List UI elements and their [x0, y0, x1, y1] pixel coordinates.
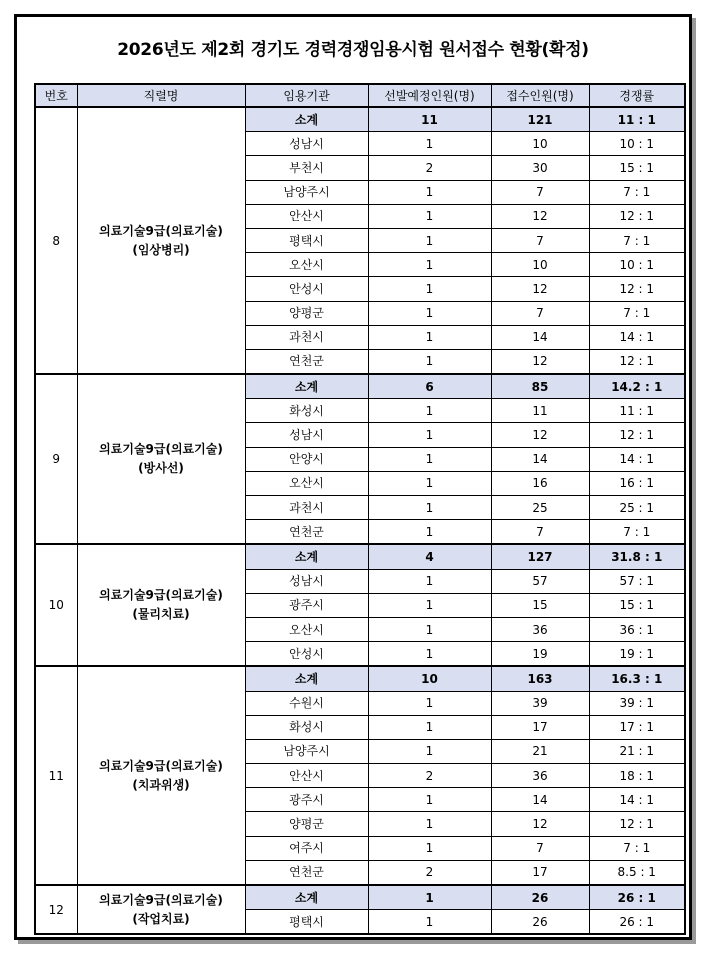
- ratio-cell: 14 : 1: [589, 788, 685, 812]
- ratio-cell: 17 : 1: [589, 715, 685, 739]
- ratio-cell: 12 : 1: [589, 349, 685, 374]
- subtotal-row: [35, 374, 685, 399]
- planned-count-cell: 1: [368, 180, 491, 204]
- planned-count-cell: 1: [368, 423, 491, 447]
- header-planned-count: 선발예정인원(명): [368, 84, 491, 107]
- planned-count-cell: 2: [368, 156, 491, 180]
- agency-cell: 화성시: [245, 715, 368, 739]
- applicant-count-cell: 14: [491, 447, 589, 471]
- applicant-count-cell: 10: [491, 253, 589, 277]
- header-agency: 임용기관: [245, 84, 368, 107]
- planned-count-cell: 1: [368, 132, 491, 156]
- planned-count-cell: 1: [368, 496, 491, 520]
- agency-cell: 양평군: [245, 301, 368, 325]
- applicant-count-cell: 7: [491, 836, 589, 860]
- group-9: [35, 374, 685, 544]
- job-series-line2: (방사선): [138, 461, 184, 476]
- job-series-line2: (작업치료): [132, 911, 190, 926]
- applicant-count-cell: 17: [491, 860, 589, 885]
- applicant-count-cell: 15: [491, 593, 589, 617]
- ratio-cell: 7 : 1: [589, 180, 685, 204]
- agency-cell: 소계: [245, 885, 368, 910]
- applicant-count-cell: 14: [491, 788, 589, 812]
- agency-cell: 안성시: [245, 642, 368, 667]
- agency-cell: 부천시: [245, 156, 368, 180]
- ratio-cell: 36 : 1: [589, 617, 685, 641]
- agency-cell: 남양주시: [245, 180, 368, 204]
- applicant-count-cell: 12: [491, 277, 589, 301]
- ratio-cell: 7 : 1: [589, 301, 685, 325]
- ratio-cell: 25 : 1: [589, 496, 685, 520]
- applicant-count-cell: 39: [491, 691, 589, 715]
- agency-cell: 오산시: [245, 471, 368, 495]
- group-number: 9: [35, 374, 77, 544]
- applicant-count-cell: 17: [491, 715, 589, 739]
- group-8: [35, 107, 685, 374]
- applicant-count-cell: 57: [491, 569, 589, 593]
- planned-count-cell: 1: [368, 253, 491, 277]
- applicant-count-cell: 25: [491, 496, 589, 520]
- agency-cell: 수원시: [245, 691, 368, 715]
- ratio-cell: 14 : 1: [589, 447, 685, 471]
- planned-count-cell: 1: [368, 228, 491, 252]
- subtotal-row: [35, 107, 685, 132]
- agency-cell: 평택시: [245, 910, 368, 935]
- group-number: 12: [35, 885, 77, 934]
- agency-cell: 화성시: [245, 399, 368, 423]
- group-11: [35, 666, 685, 885]
- applicant-count-cell: 36: [491, 764, 589, 788]
- ratio-cell: 57 : 1: [589, 569, 685, 593]
- agency-cell: 과천시: [245, 496, 368, 520]
- ratio-cell: 11 : 1: [589, 107, 685, 132]
- agency-cell: 광주시: [245, 788, 368, 812]
- applicant-count-cell: 30: [491, 156, 589, 180]
- applicant-count-cell: 10: [491, 132, 589, 156]
- ratio-cell: 26 : 1: [589, 910, 685, 935]
- planned-count-cell: 1: [368, 569, 491, 593]
- ratio-cell: 12 : 1: [589, 277, 685, 301]
- applicant-count-cell: 163: [491, 666, 589, 691]
- job-series-line1: 의료기술9급(의료기술): [99, 758, 223, 773]
- applicant-count-cell: 85: [491, 374, 589, 399]
- applicant-count-cell: 7: [491, 301, 589, 325]
- group-10: [35, 544, 685, 666]
- header-applicant-count: 접수인원(명): [491, 84, 589, 107]
- planned-count-cell: 1: [368, 812, 491, 836]
- planned-count-cell: 1: [368, 691, 491, 715]
- planned-count-cell: 1: [368, 910, 491, 935]
- ratio-cell: 21 : 1: [589, 739, 685, 763]
- ratio-cell: 26 : 1: [589, 885, 685, 910]
- group-12: [35, 885, 685, 934]
- ratio-cell: 19 : 1: [589, 642, 685, 667]
- applicant-count-cell: 127: [491, 544, 589, 569]
- agency-cell: 오산시: [245, 253, 368, 277]
- agency-cell: 성남시: [245, 569, 368, 593]
- agency-cell: 소계: [245, 544, 368, 569]
- planned-count-cell: 1: [368, 277, 491, 301]
- job-series-line1: 의료기술9급(의료기술): [99, 588, 223, 603]
- applicant-count-cell: 7: [491, 520, 589, 545]
- agency-cell: 안양시: [245, 447, 368, 471]
- planned-count-cell: 1: [368, 642, 491, 667]
- subtotal-row: [35, 666, 685, 691]
- agency-cell: 성남시: [245, 423, 368, 447]
- agency-cell: 소계: [245, 666, 368, 691]
- agency-cell: 성남시: [245, 132, 368, 156]
- agency-cell: 평택시: [245, 228, 368, 252]
- document-frame: [14, 14, 692, 940]
- agency-cell: 소계: [245, 107, 368, 132]
- ratio-cell: 12 : 1: [589, 812, 685, 836]
- applicant-count-cell: 12: [491, 204, 589, 228]
- ratio-cell: 16.3 : 1: [589, 666, 685, 691]
- applicant-count-cell: 16: [491, 471, 589, 495]
- agency-cell: 오산시: [245, 617, 368, 641]
- agency-cell: 양평군: [245, 812, 368, 836]
- planned-count-cell: 10: [368, 666, 491, 691]
- ratio-cell: 12 : 1: [589, 423, 685, 447]
- ratio-cell: 7 : 1: [589, 836, 685, 860]
- planned-count-cell: 2: [368, 860, 491, 885]
- ratio-cell: 14.2 : 1: [589, 374, 685, 399]
- ratio-cell: 7 : 1: [589, 520, 685, 545]
- applicant-count-cell: 7: [491, 228, 589, 252]
- planned-count-cell: 1: [368, 739, 491, 763]
- agency-cell: 안성시: [245, 277, 368, 301]
- applicant-count-cell: 19: [491, 642, 589, 667]
- agency-cell: 안산시: [245, 764, 368, 788]
- planned-count-cell: 11: [368, 107, 491, 132]
- planned-count-cell: 6: [368, 374, 491, 399]
- applicant-count-cell: 12: [491, 349, 589, 374]
- planned-count-cell: 1: [368, 715, 491, 739]
- planned-count-cell: 1: [368, 520, 491, 545]
- planned-count-cell: 1: [368, 349, 491, 374]
- applicant-count-cell: 36: [491, 617, 589, 641]
- planned-count-cell: 2: [368, 764, 491, 788]
- ratio-cell: 7 : 1: [589, 228, 685, 252]
- group-number: 8: [35, 107, 77, 374]
- planned-count-cell: 1: [368, 836, 491, 860]
- agency-cell: 연천군: [245, 349, 368, 374]
- agency-cell: 여주시: [245, 836, 368, 860]
- header-job-series: 직렬명: [77, 84, 245, 107]
- job-series-line2: (물리치료): [132, 607, 190, 622]
- subtotal-row: [35, 544, 685, 569]
- application-status-table: [34, 83, 686, 935]
- planned-count-cell: 1: [368, 593, 491, 617]
- job-series-name: [77, 885, 245, 934]
- subtotal-row: [35, 885, 685, 910]
- planned-count-cell: 1: [368, 204, 491, 228]
- applicant-count-cell: 14: [491, 325, 589, 349]
- agency-cell: 과천시: [245, 325, 368, 349]
- header-competition-ratio: 경쟁률: [589, 84, 685, 107]
- group-number: 11: [35, 666, 77, 885]
- job-series-line2: (임상병리): [132, 242, 190, 257]
- document-title: 2026년도 제2회 경기도 경력경쟁임용시험 원서접수 현황(확정): [117, 40, 589, 60]
- job-series-name: [77, 107, 245, 374]
- applicant-count-cell: 12: [491, 812, 589, 836]
- job-series-name: [77, 666, 245, 885]
- planned-count-cell: 1: [368, 301, 491, 325]
- applicant-count-cell: 12: [491, 423, 589, 447]
- ratio-cell: 15 : 1: [589, 156, 685, 180]
- ratio-cell: 10 : 1: [589, 253, 685, 277]
- agency-cell: 연천군: [245, 860, 368, 885]
- header-number: 번호: [35, 84, 77, 107]
- planned-count-cell: 1: [368, 447, 491, 471]
- job-series-name: [77, 544, 245, 666]
- job-series-name: [77, 374, 245, 544]
- applicant-count-cell: 7: [491, 180, 589, 204]
- planned-count-cell: 1: [368, 885, 491, 910]
- applicant-count-cell: 26: [491, 885, 589, 910]
- table-header-row: [35, 84, 685, 107]
- job-series-line2: (치과위생): [132, 777, 190, 792]
- ratio-cell: 11 : 1: [589, 399, 685, 423]
- planned-count-cell: 1: [368, 788, 491, 812]
- agency-cell: 안산시: [245, 204, 368, 228]
- job-series-line1: 의료기술9급(의료기술): [99, 442, 223, 457]
- agency-cell: 남양주시: [245, 739, 368, 763]
- planned-count-cell: 4: [368, 544, 491, 569]
- agency-cell: 연천군: [245, 520, 368, 545]
- agency-cell: 광주시: [245, 593, 368, 617]
- group-number: 10: [35, 544, 77, 666]
- planned-count-cell: 1: [368, 617, 491, 641]
- ratio-cell: 10 : 1: [589, 132, 685, 156]
- ratio-cell: 8.5 : 1: [589, 860, 685, 885]
- applicant-count-cell: 26: [491, 910, 589, 935]
- planned-count-cell: 1: [368, 325, 491, 349]
- job-series-line1: 의료기술9급(의료기술): [99, 223, 223, 238]
- applicant-count-cell: 121: [491, 107, 589, 132]
- ratio-cell: 12 : 1: [589, 204, 685, 228]
- ratio-cell: 31.8 : 1: [589, 544, 685, 569]
- ratio-cell: 14 : 1: [589, 325, 685, 349]
- ratio-cell: 39 : 1: [589, 691, 685, 715]
- ratio-cell: 16 : 1: [589, 471, 685, 495]
- agency-cell: 소계: [245, 374, 368, 399]
- planned-count-cell: 1: [368, 399, 491, 423]
- planned-count-cell: 1: [368, 471, 491, 495]
- applicant-count-cell: 21: [491, 739, 589, 763]
- job-series-line1: 의료기술9급(의료기술): [99, 892, 223, 907]
- ratio-cell: 18 : 1: [589, 764, 685, 788]
- ratio-cell: 15 : 1: [589, 593, 685, 617]
- applicant-count-cell: 11: [491, 399, 589, 423]
